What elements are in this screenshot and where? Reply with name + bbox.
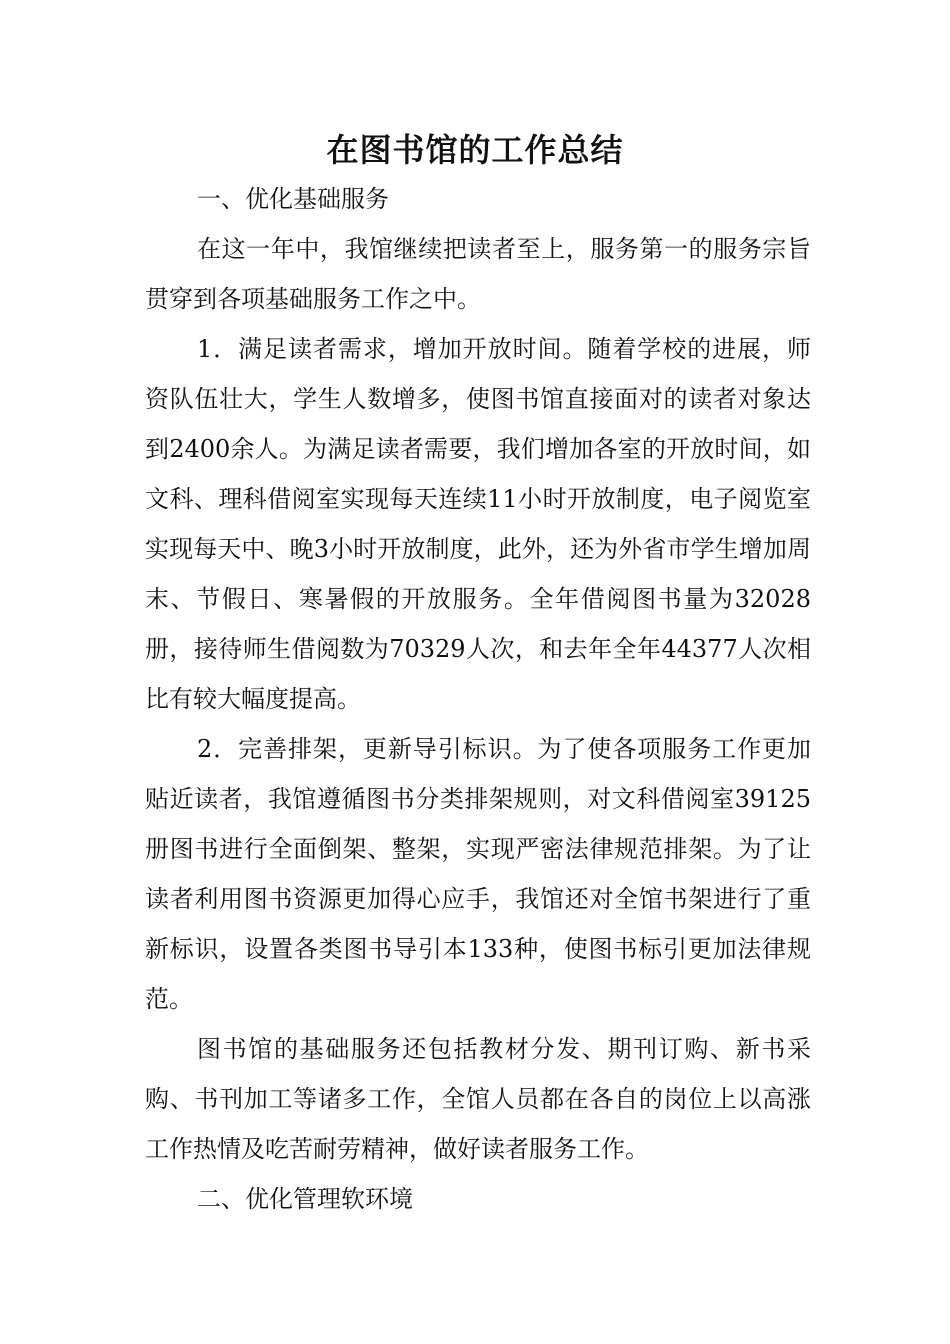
paragraph-intro: 在这一年中，我馆继续把读者至上，服务第一的服务宗旨贯穿到各项基础服务工作之中。 xyxy=(145,235,811,313)
document-body xyxy=(145,174,811,1224)
section-heading-2: 二、优化管理软环境 xyxy=(197,1185,413,1213)
section-heading-1: 一、优化基础服务 xyxy=(197,185,389,213)
paragraph-summary: 图书馆的基础服务还包括教材分发、期刊订购、新书采购、书刊加工等诸多工作，全馆人员都在各自的岗位上以高涨工作热情及吃苦耐劳精神，做好读者服务工作。 xyxy=(145,1035,811,1163)
paragraph-item-1: 1．满足读者需求，增加开放时间。随着学校的进展，师资队伍壮大，学生人数增多，使图书馆直接面对的读者对象达到2400余人。为满足读者需要，我们增加各室的开放时间，如文科、理科借阅室实现每天连续11小时开放制度，电子阅览室实现每天中、晚3小时开放制度，此外，还为外省市学生增加周末、节假日、寒暑假的开放服务。全年借阅图书量为32028册，接待师生借阅数为70329人次，和去年全年44377人次相比有较大幅度提高。 xyxy=(145,335,811,713)
paragraph-item-2: 2．完善排架，更新导引标识。为了使各项服务工作更加贴近读者，我馆遵循图书分类排架规则，对文科借阅室39125册图书进行全面倒架、整架，实现严密法律规范排架。为了让读者利用图书资源更加得心应手，我馆还对全馆书架进行了重新标识，设置各类图书导引本133种，使图书标引更加法律规范。 xyxy=(145,735,811,1013)
document-title: 在图书馆的工作总结 xyxy=(326,131,624,169)
